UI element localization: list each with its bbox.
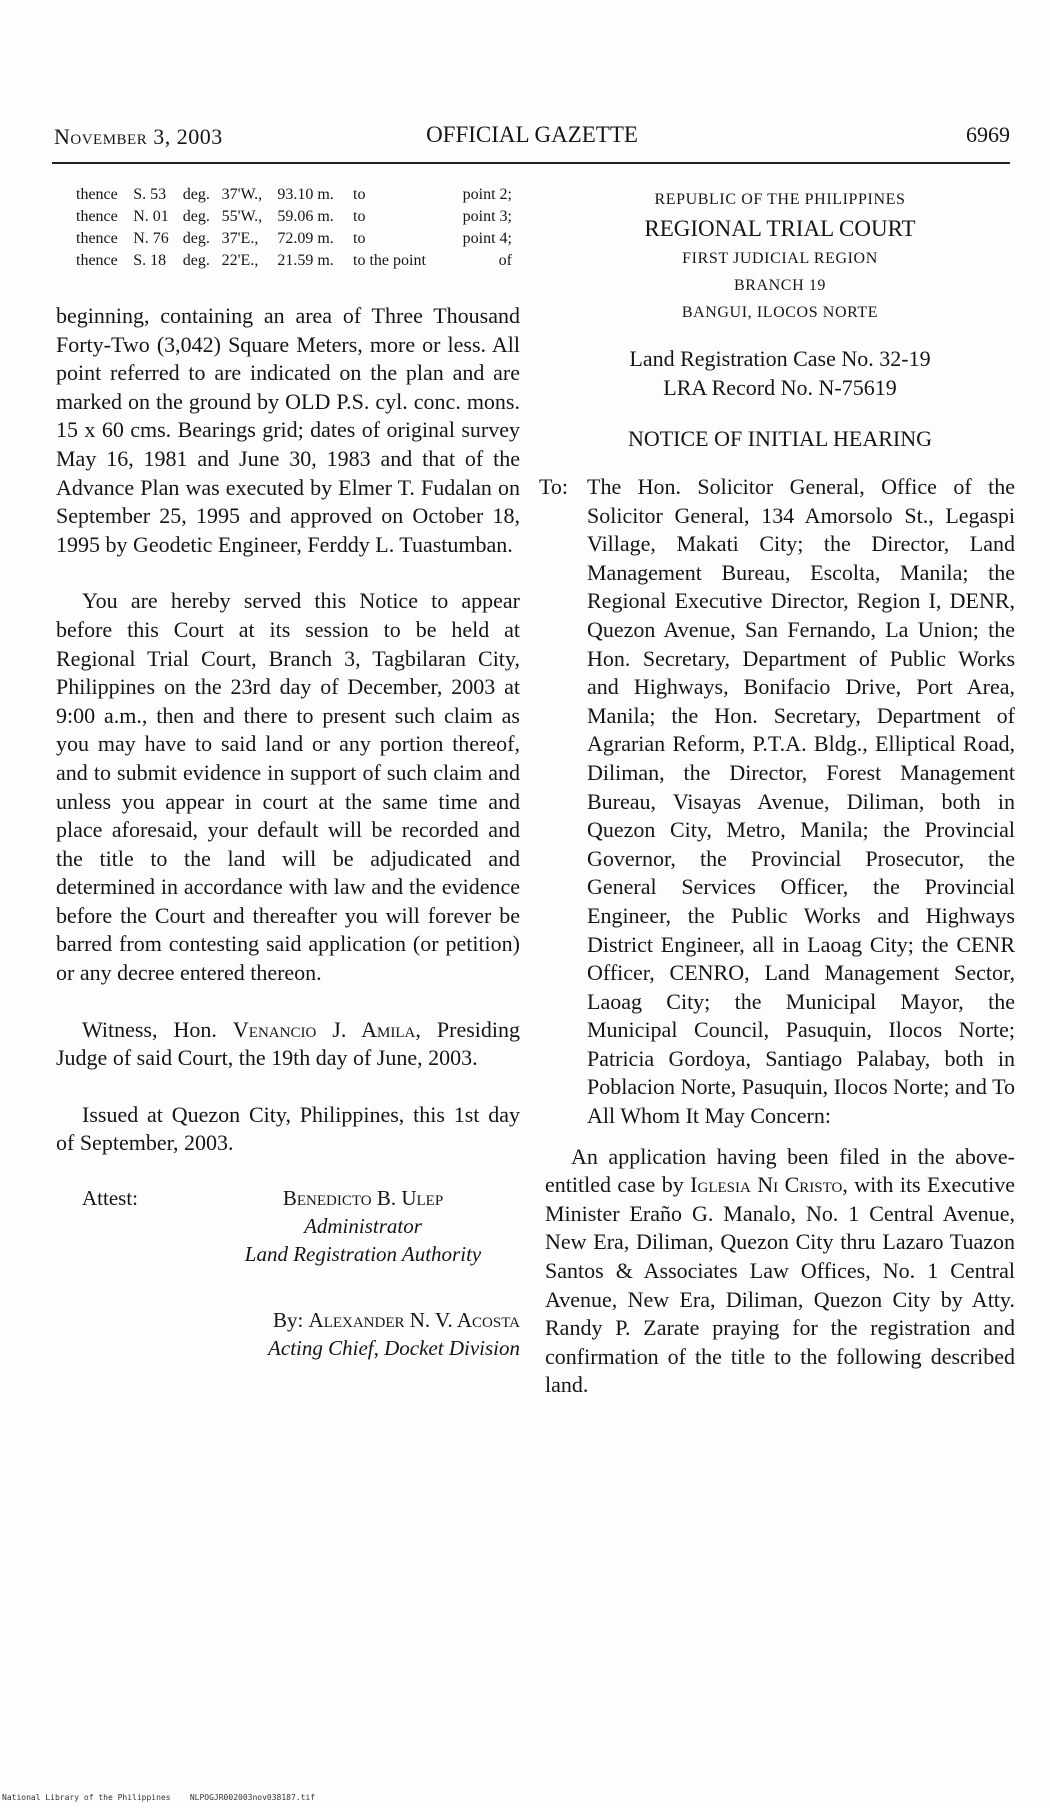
- attest-name: Benedicto B. Ulep: [282, 1186, 444, 1211]
- application-paragraph: [545, 1143, 1015, 1400]
- by-name: Alexander N. V. Acosta: [308, 1308, 520, 1333]
- bearing-row: [76, 208, 516, 230]
- location-heading: BANGUI, ILOCOS NORTE: [681, 304, 879, 321]
- bearing-cell: 93.10 m.: [277, 186, 334, 203]
- bearing-cell: N. 76: [133, 230, 169, 247]
- republic-heading: REPUBLIC OF THE PHILIPPINES: [654, 191, 906, 208]
- header-page-number: 6969: [966, 122, 1010, 147]
- by-title: Acting Chief, Docket Division: [268, 1336, 520, 1361]
- bearing-cell: 72.09 m.: [277, 230, 334, 247]
- bearing-cell: point 3;: [462, 208, 512, 225]
- notice-paragraph: You are hereby served this Notice to appear before this Court at its session to be held at Regional Trial Court, Branch 3, Tagbilaran City, Philippines on the 23rd day of December, 2003 at 9:00 a.m., then and there to present such claim as you may have to said land or any portion thereof, and to submit evidence in support of such claim and unless you appear in court at the same time and place aforesaid, your default will be recorded and the title to the land will be adjudicated and determined in accordance with law and the evidence before the Court and thereafter you will forever be barred from contesting said application (or petition) or any decree entered thereon.: [56, 588, 520, 986]
- bearing-row: [76, 230, 516, 252]
- bearing-row: [76, 252, 516, 274]
- attest-label: Attest:: [82, 1186, 138, 1211]
- page-header: [54, 118, 1010, 158]
- bearing-cell: deg.: [182, 208, 210, 225]
- application-part-2: with its Executive Minister Eraño G. Manalo, No. 1 Central Avenue, New Era, Diliman, Quezon City thru Lazaro Tuazon Santos & Associates Law Offices, No. 1 Central Avenue, New Era, Diliman, Quezon City by Atty. Randy P. Zarate praying for the registration and confirmation of the title to the following described land.: [545, 1172, 1016, 1398]
- witness-judge-name: Venancio J. Amila,: [232, 1016, 421, 1042]
- applicant-name: Iglesia Ni Cristo,: [690, 1172, 848, 1198]
- bearing-cell: to the point: [353, 252, 426, 269]
- by-label: By:: [272, 1308, 304, 1333]
- scan-footer: [2, 1793, 315, 1802]
- bearing-cell: deg.: [182, 186, 210, 203]
- bearing-cell: point 4;: [462, 230, 512, 247]
- addressees-text: The Hon. Solicitor General, Office of the Solicitor General, 134 Amorsolo St., Legaspi Village, Makati City; the Director, Land Management Bureau, Escolta, Manila; the Regional Executive Director, Region I, DENR, Quezon Avenue, San Fernando, La Union; the Hon. Secretary, Department of Public Works and Highways, Bonifacio Drive, Port Area, Manila; the Hon. Secretary, Department of Agrarian Reform, P.T.A. Bldg., Elliptical Road, Diliman, the Director, Forest Management Bureau, Visayas Avenue, Diliman, both in Quezon City, Metro, Manila; the Provincial Governor, the Provincial Prosecutor, the General Services Officer, the Provincial Engineer, the Public Works and Highways District Engineer, all in Laoag City; the CENR Officer, CENRO, Land Management Sector, Laoag City; the Municipal Mayor, the Municipal Council, Pasuquin, Ilocos Norte; Patricia Gordoya, Santiago Palabay, both in Poblacion Norte, Pasuquin, Ilocos Norte; and To All Whom It May Concern:: [587, 474, 1015, 1129]
- footer-library: National Library of the Philippines: [2, 1793, 171, 1802]
- by-signatory: [184, 1306, 520, 1362]
- bearing-cell: of: [498, 252, 512, 269]
- branch-heading: BRANCH 19: [733, 277, 827, 294]
- bearing-cell: to: [353, 208, 366, 225]
- bearing-cell: 37'E.,: [221, 230, 259, 247]
- bearing-cell: 59.06 m.: [277, 208, 334, 225]
- bearing-cell: deg.: [182, 252, 210, 269]
- bearing-cell: thence: [76, 252, 118, 269]
- description-paragraph: beginning, containing an area of Three Thousand Forty-Two (3,042) Square Meters, more or less. All point referred to are indicated on the plan and are marked on the ground by OLD P.S. cyl. conc. mons. 15 x 60 cms. Bearings grid; dates of original survey May 16, 1981 and June 30, 1983 and that of the Advance Plan was executed by Elmer T. Fudalan on September 25, 1995 and approved on October 18, 1995 by Geodetic Engineer, Ferddy L. Tuastumban.: [56, 303, 520, 557]
- attest-title-administrator: Administrator: [304, 1214, 422, 1239]
- by-line: [184, 1306, 520, 1334]
- attest-title-authority: Land Registration Authority: [244, 1242, 482, 1267]
- bearing-cell: to: [353, 186, 366, 203]
- bearing-cell: point 2;: [462, 186, 512, 203]
- court-heading: REGIONAL TRIAL COURT: [644, 216, 916, 241]
- bearing-row: [76, 186, 516, 208]
- left-column: [56, 186, 520, 1366]
- header-rule: [52, 162, 1010, 164]
- bearing-cell: to: [353, 230, 366, 247]
- bearing-cell: S. 53: [133, 186, 167, 203]
- right-column: [539, 186, 1016, 1400]
- footer-file-id: NLPOGJR002003nov038187.tif: [189, 1793, 316, 1802]
- lra-record-number: LRA Record No. N-75619: [663, 375, 897, 400]
- application-part-1: An application having been filed in the above-entitled case by: [545, 1143, 1015, 1198]
- bearing-cell: 22'E.,: [221, 252, 259, 269]
- region-heading: FIRST JUDICIAL REGION: [682, 250, 878, 267]
- header-date: November 3, 2003: [54, 124, 223, 149]
- by-block: [56, 1306, 520, 1366]
- witness-prefix: Witness, Hon.: [82, 1016, 217, 1042]
- witness-suffix: Presiding Judge of said Court, the 19th day of June, 2003.: [56, 1016, 521, 1071]
- bearing-cell: thence: [76, 230, 118, 247]
- notice-title: NOTICE OF INITIAL HEARING: [627, 426, 933, 451]
- header-title: OFFICIAL GAZETTE: [426, 122, 638, 147]
- bearing-cell: deg.: [182, 230, 210, 247]
- bearing-cell: S. 18: [133, 252, 167, 269]
- witness-paragraph: [56, 1016, 520, 1073]
- bearing-cell: 21.59 m.: [277, 252, 334, 269]
- attest-signatory: [206, 1184, 520, 1268]
- case-number: Land Registration Case No. 32-19: [629, 346, 931, 371]
- addressees-block: [539, 473, 1015, 1131]
- attest-block: [56, 1184, 520, 1294]
- to-label: To:: [539, 474, 569, 499]
- bearing-cell: 55'W.,: [221, 208, 263, 225]
- bearings-table: [76, 186, 516, 274]
- bearing-cell: N. 01: [133, 208, 169, 225]
- issued-paragraph: Issued at Quezon City, Philippines, this 1st day of September, 2003.: [56, 1101, 520, 1156]
- bearing-cell: thence: [76, 208, 118, 225]
- bearing-cell: thence: [76, 186, 118, 203]
- bearing-cell: 37'W.,: [221, 186, 263, 203]
